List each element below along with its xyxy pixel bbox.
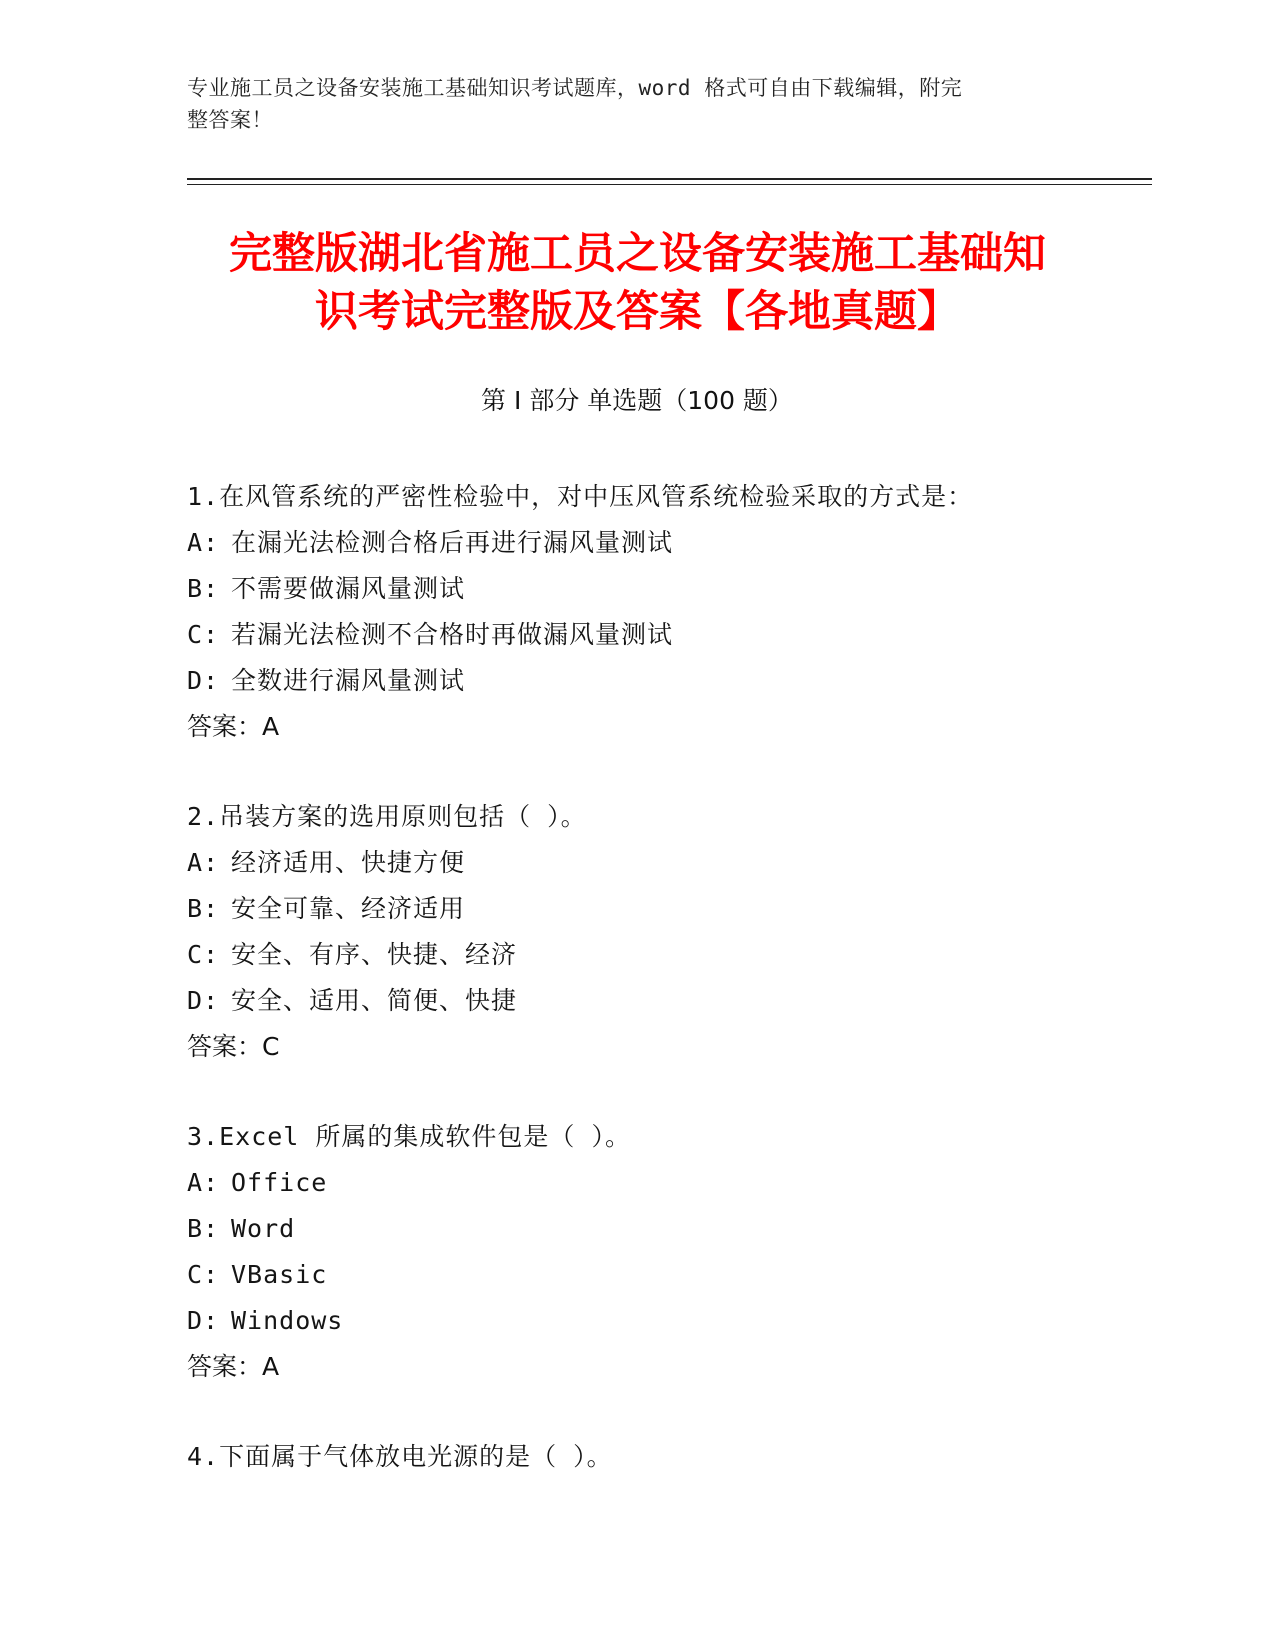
header-divider-thin xyxy=(187,184,1152,185)
option-text: Word xyxy=(231,1214,296,1243)
question-1 xyxy=(187,474,1127,750)
section-title: 第 I 部分 单选题（100 题） xyxy=(481,386,793,415)
question-stem: 4.下面属于气体放电光源的是（ ）。 xyxy=(187,1442,613,1471)
option-d xyxy=(187,1298,1127,1344)
option-c xyxy=(187,1252,1127,1298)
header-divider-thick xyxy=(187,178,1152,180)
option-a xyxy=(187,840,1127,886)
answer-line: 答案：C xyxy=(187,1032,280,1061)
option-c xyxy=(187,612,1127,658)
option-key: D: xyxy=(187,666,220,695)
document-title-line-2: 识考试完整版及答案【各地真题】 xyxy=(315,287,960,337)
question-3 xyxy=(187,1114,1127,1390)
option-text: 安全可靠、经济适用 xyxy=(231,894,466,923)
option-key: A: xyxy=(187,1168,220,1197)
option-text: Windows xyxy=(231,1306,344,1335)
document-title-line-1: 完整版湖北省施工员之设备安装施工基础知 xyxy=(229,229,1046,279)
answer-line: 答案：A xyxy=(187,712,280,741)
option-key: A: xyxy=(187,528,220,557)
option-c xyxy=(187,932,1127,978)
option-key: B: xyxy=(187,894,220,923)
option-d xyxy=(187,978,1127,1024)
option-text: 不需要做漏风量测试 xyxy=(231,574,466,603)
document-title xyxy=(150,225,1125,341)
header-note-line-1: 专业施工员之设备安装施工基础知识考试题库，word 格式可自由下载编辑，附完 xyxy=(187,76,963,100)
option-d xyxy=(187,658,1127,704)
option-key: B: xyxy=(187,574,220,603)
option-text: 安全、适用、简便、快捷 xyxy=(231,986,518,1015)
question-4 xyxy=(187,1434,1127,1480)
option-key: B: xyxy=(187,1214,220,1243)
option-b xyxy=(187,566,1127,612)
question-2 xyxy=(187,794,1127,1070)
answer-line: 答案：A xyxy=(187,1352,280,1381)
header-note-line-2: 整答案！ xyxy=(187,108,273,132)
option-key: D: xyxy=(187,1306,220,1335)
option-key: C: xyxy=(187,1260,220,1289)
option-text: 若漏光法检测不合格时再做漏风量测试 xyxy=(231,620,674,649)
option-b xyxy=(187,886,1127,932)
option-text: VBasic xyxy=(231,1260,328,1289)
option-b xyxy=(187,1206,1127,1252)
option-text: 经济适用、快捷方便 xyxy=(231,848,466,877)
option-a xyxy=(187,520,1127,566)
option-text: Office xyxy=(231,1168,328,1197)
question-stem: 1.在风管系统的严密性检验中，对中压风管系统检验采取的方式是： xyxy=(187,482,974,511)
question-stem: 2.吊装方案的选用原则包括（ ）。 xyxy=(187,802,587,831)
option-a xyxy=(187,1160,1127,1206)
option-text: 在漏光法检测合格后再进行漏风量测试 xyxy=(231,528,674,557)
option-text: 安全、有序、快捷、经济 xyxy=(231,940,518,969)
option-key: A: xyxy=(187,848,220,877)
option-text: 全数进行漏风量测试 xyxy=(231,666,466,695)
question-list xyxy=(187,474,1127,1524)
option-key: C: xyxy=(187,940,220,969)
option-key: C: xyxy=(187,620,220,649)
header-note xyxy=(187,72,1067,136)
question-stem: 3.Excel 所属的集成软件包是（ ）。 xyxy=(187,1122,631,1151)
option-key: D: xyxy=(187,986,220,1015)
